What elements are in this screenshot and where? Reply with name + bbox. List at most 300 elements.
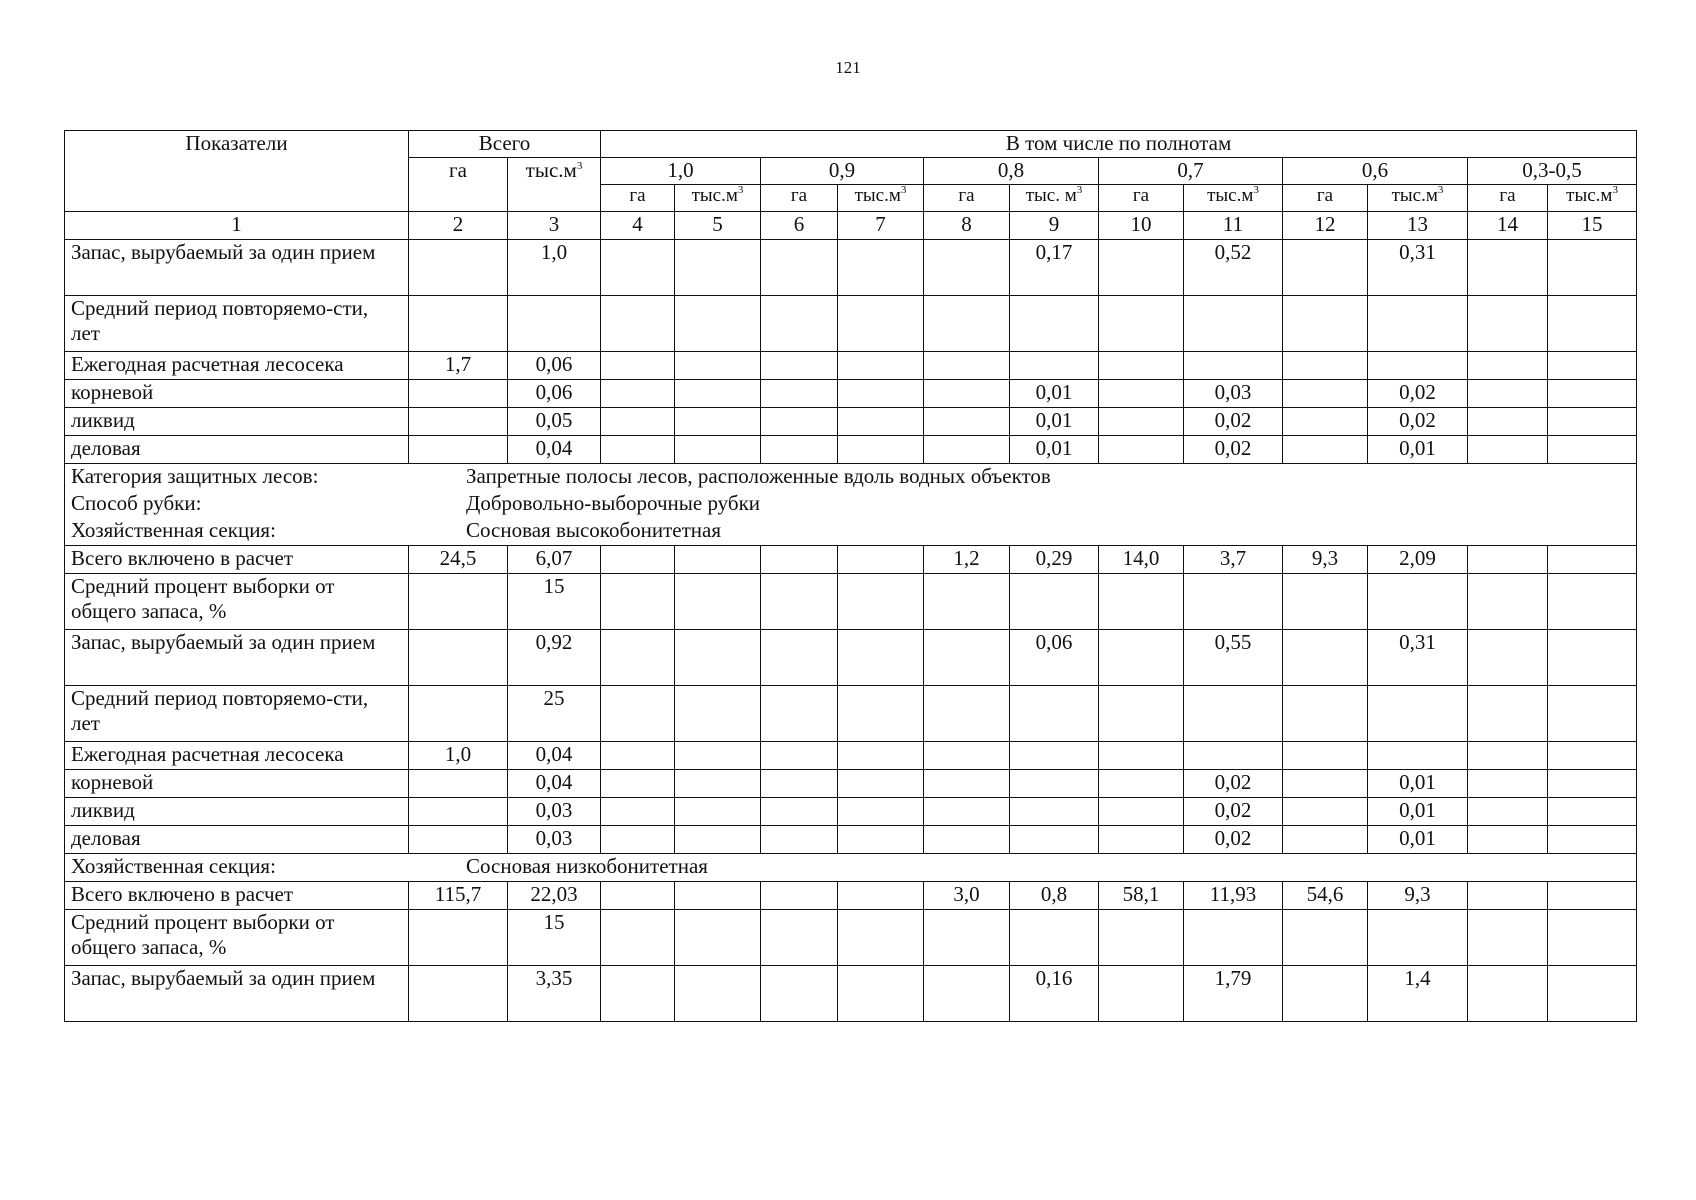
table-cell xyxy=(1099,742,1184,770)
table-cell xyxy=(409,770,508,798)
table-row xyxy=(65,380,1637,408)
row-label: Запас, вырубаемый за один прием xyxy=(65,630,409,686)
table-cell: 0,02 xyxy=(1184,798,1283,826)
table-cell xyxy=(601,686,675,742)
column-number: 11 xyxy=(1184,212,1283,240)
table-cell xyxy=(601,574,675,630)
table-cell xyxy=(1548,296,1637,352)
table-row xyxy=(65,826,1637,854)
table-cell xyxy=(924,574,1010,630)
table-cell xyxy=(761,546,838,574)
table-cell xyxy=(1184,296,1283,352)
table-cell: 9,3 xyxy=(1283,546,1368,574)
table-cell xyxy=(1099,296,1184,352)
table-cell xyxy=(1548,686,1637,742)
table-cell xyxy=(924,826,1010,854)
column-number: 7 xyxy=(838,212,924,240)
table-cell xyxy=(409,408,508,436)
row-label: ликвид xyxy=(65,408,409,436)
table-cell xyxy=(1548,574,1637,630)
section-info-label: Хозяйственная секция: xyxy=(71,518,276,542)
table-cell xyxy=(1548,742,1637,770)
table-cell: 1,2 xyxy=(924,546,1010,574)
table-cell xyxy=(601,296,675,352)
table-cell: 0,06 xyxy=(508,380,601,408)
table-cell xyxy=(1468,408,1548,436)
table-cell xyxy=(761,770,838,798)
table-cell: 1,4 xyxy=(1368,966,1468,1022)
table-cell xyxy=(1010,770,1099,798)
table-cell xyxy=(838,546,924,574)
table-cell xyxy=(601,770,675,798)
table-cell: 0,02 xyxy=(1184,436,1283,464)
table-cell xyxy=(1368,352,1468,380)
table-cell xyxy=(1283,408,1368,436)
column-numbers-row xyxy=(65,212,1637,240)
section-info-row xyxy=(65,491,1637,518)
table-cell xyxy=(1283,798,1368,826)
table-row xyxy=(65,966,1637,1022)
table-row xyxy=(65,352,1637,380)
table-cell: 0,01 xyxy=(1010,436,1099,464)
header-total-ha: га xyxy=(409,158,508,212)
table-cell xyxy=(601,966,675,1022)
row-label: Запас, вырубаемый за один прием xyxy=(65,240,409,296)
table-cell xyxy=(1099,910,1184,966)
table-cell xyxy=(1548,826,1637,854)
table-cell xyxy=(601,826,675,854)
table-cell xyxy=(1010,574,1099,630)
table-cell xyxy=(1468,240,1548,296)
table-cell xyxy=(838,826,924,854)
table-cell xyxy=(924,770,1010,798)
table-cell: 54,6 xyxy=(1283,882,1368,910)
table-cell xyxy=(1010,296,1099,352)
table-cell xyxy=(601,408,675,436)
header-unit-thous: $тыс.м^3$ xyxy=(838,185,924,212)
table-cell xyxy=(838,966,924,1022)
table-cell xyxy=(1099,380,1184,408)
section-info-cell xyxy=(65,464,1637,492)
table-cell: 0,02 xyxy=(1368,408,1468,436)
table-cell: 0,01 xyxy=(1368,826,1468,854)
table-cell: 3,7 xyxy=(1184,546,1283,574)
table-row xyxy=(65,910,1637,966)
column-number: 5 xyxy=(675,212,761,240)
header-density: 1,0 xyxy=(601,158,761,185)
table-cell: 0,04 xyxy=(508,436,601,464)
table-cell xyxy=(1548,798,1637,826)
table-cell xyxy=(1468,882,1548,910)
table-row xyxy=(65,742,1637,770)
table-cell xyxy=(1368,742,1468,770)
column-number: 3 xyxy=(508,212,601,240)
table-cell: 9,3 xyxy=(1368,882,1468,910)
table-cell xyxy=(1283,574,1368,630)
header-total-thous: $тыс.м^3$ xyxy=(508,158,601,212)
table-cell xyxy=(1548,770,1637,798)
header-density: 0,6 xyxy=(1283,158,1468,185)
table-cell xyxy=(761,408,838,436)
table-cell xyxy=(601,798,675,826)
table-row xyxy=(65,408,1637,436)
table-cell: 0,01 xyxy=(1368,770,1468,798)
section-info-label: Категория защитных лесов: xyxy=(71,464,319,488)
table-cell xyxy=(838,240,924,296)
column-number: 4 xyxy=(601,212,675,240)
table-cell xyxy=(1010,686,1099,742)
table-cell xyxy=(1099,436,1184,464)
header-indicators: Показатели xyxy=(65,131,409,212)
table-cell xyxy=(838,742,924,770)
table-cell xyxy=(761,686,838,742)
table-cell xyxy=(761,296,838,352)
table-cell xyxy=(409,686,508,742)
table-cell xyxy=(1468,686,1548,742)
table-cell xyxy=(1468,742,1548,770)
table-cell xyxy=(838,630,924,686)
table-cell xyxy=(1099,770,1184,798)
table-cell xyxy=(1010,910,1099,966)
table-cell xyxy=(1099,826,1184,854)
table-cell xyxy=(924,380,1010,408)
table-cell xyxy=(1283,910,1368,966)
table-cell: 2,09 xyxy=(1368,546,1468,574)
table-cell xyxy=(1468,798,1548,826)
table-cell xyxy=(924,240,1010,296)
table-cell xyxy=(1468,574,1548,630)
header-density: 0,3-0,5 xyxy=(1468,158,1637,185)
table-cell xyxy=(601,436,675,464)
table-cell xyxy=(761,574,838,630)
table-cell xyxy=(761,742,838,770)
table-cell xyxy=(1099,798,1184,826)
table-row xyxy=(65,296,1637,352)
table-cell xyxy=(924,742,1010,770)
table-cell xyxy=(675,436,761,464)
table-cell xyxy=(1548,380,1637,408)
table-cell xyxy=(1283,630,1368,686)
table-cell xyxy=(838,380,924,408)
table-cell xyxy=(1283,966,1368,1022)
table-cell: 3,0 xyxy=(924,882,1010,910)
table-cell xyxy=(1468,380,1548,408)
table-cell xyxy=(409,826,508,854)
column-number: 9 xyxy=(1010,212,1099,240)
section-info-row xyxy=(65,854,1637,882)
table-cell xyxy=(761,826,838,854)
header-unit-thous: $тыс.м^3$ xyxy=(1548,185,1637,212)
table-cell xyxy=(1283,686,1368,742)
table-cell xyxy=(1548,240,1637,296)
table-cell xyxy=(1099,408,1184,436)
table-cell xyxy=(601,882,675,910)
table-cell: 0,02 xyxy=(1184,826,1283,854)
table-cell: 0,05 xyxy=(508,408,601,436)
table-cell: 0,02 xyxy=(1184,770,1283,798)
table-cell xyxy=(924,798,1010,826)
table-cell xyxy=(1468,826,1548,854)
table-cell xyxy=(1548,882,1637,910)
header-density: 0,9 xyxy=(761,158,924,185)
header-unit-thous: $тыс.м^3$ xyxy=(1368,185,1468,212)
table-cell: 0,31 xyxy=(1368,630,1468,686)
table-cell xyxy=(761,436,838,464)
row-label: Средний процент выборки от общего запаса, % xyxy=(65,910,409,966)
table-cell xyxy=(838,770,924,798)
table-cell xyxy=(761,882,838,910)
table-cell xyxy=(1010,798,1099,826)
table-cell: 1,0 xyxy=(508,240,601,296)
table-row xyxy=(65,630,1637,686)
table-row xyxy=(65,770,1637,798)
table-cell xyxy=(761,352,838,380)
table-cell xyxy=(1010,826,1099,854)
table-cell xyxy=(924,630,1010,686)
table-cell: 58,1 xyxy=(1099,882,1184,910)
table-cell xyxy=(838,408,924,436)
table-cell: 0,03 xyxy=(508,798,601,826)
table-cell xyxy=(409,436,508,464)
table-cell: 0,52 xyxy=(1184,240,1283,296)
section-info-value: Добровольно-выборочные рубки xyxy=(466,491,761,515)
table-cell xyxy=(924,686,1010,742)
table-cell xyxy=(675,380,761,408)
section-info-cell xyxy=(65,854,1637,882)
page-number: 121 xyxy=(835,58,861,77)
table-cell xyxy=(1368,296,1468,352)
table-cell xyxy=(1283,352,1368,380)
row-label: корневой xyxy=(65,770,409,798)
table-cell xyxy=(1548,910,1637,966)
table-row xyxy=(65,882,1637,910)
table-row xyxy=(65,686,1637,742)
table-cell xyxy=(409,910,508,966)
table-cell: 0,92 xyxy=(508,630,601,686)
header-unit-thous: $тыс.м^3$ xyxy=(1184,185,1283,212)
table-cell xyxy=(1283,770,1368,798)
column-number: 6 xyxy=(761,212,838,240)
table-cell: 0,16 xyxy=(1010,966,1099,1022)
table-cell xyxy=(1468,296,1548,352)
table-cell xyxy=(601,742,675,770)
table-cell xyxy=(601,546,675,574)
table-cell xyxy=(1283,380,1368,408)
table-cell xyxy=(601,630,675,686)
table-cell: 1,7 xyxy=(409,352,508,380)
table-cell: 0,01 xyxy=(1010,408,1099,436)
table-cell xyxy=(761,966,838,1022)
table-cell xyxy=(838,910,924,966)
table-cell xyxy=(675,826,761,854)
table-cell xyxy=(1184,910,1283,966)
table-cell xyxy=(1184,686,1283,742)
table-cell xyxy=(761,240,838,296)
header-density: 0,7 xyxy=(1099,158,1283,185)
table-cell xyxy=(675,770,761,798)
row-label: Всего включено в расчет xyxy=(65,882,409,910)
section-info-label: Способ рубки: xyxy=(71,491,202,515)
table-cell xyxy=(1468,546,1548,574)
table-cell xyxy=(1184,742,1283,770)
table-cell: 0,02 xyxy=(1368,380,1468,408)
table-cell: 0,03 xyxy=(1184,380,1283,408)
table-cell xyxy=(601,240,675,296)
table-cell xyxy=(1184,574,1283,630)
table-cell: 0,06 xyxy=(1010,630,1099,686)
table-cell xyxy=(924,352,1010,380)
row-label: Средний период повторяемо-сти, лет xyxy=(65,296,409,352)
table-row xyxy=(65,574,1637,630)
table-cell: 15 xyxy=(508,574,601,630)
table-cell xyxy=(838,882,924,910)
table-row xyxy=(65,798,1637,826)
table-cell: 0,04 xyxy=(508,742,601,770)
table-cell xyxy=(675,574,761,630)
section-info-value: Сосновая низкобонитетная xyxy=(466,854,708,878)
table-cell xyxy=(675,742,761,770)
table-cell xyxy=(409,574,508,630)
table-cell xyxy=(838,686,924,742)
row-label: Средний период повторяемо-сти, лет xyxy=(65,686,409,742)
table-cell xyxy=(924,966,1010,1022)
table-cell xyxy=(409,296,508,352)
table-cell xyxy=(1548,966,1637,1022)
section-info-row xyxy=(65,464,1637,492)
table-cell xyxy=(409,240,508,296)
header-unit-ha: га xyxy=(1099,185,1184,212)
table-cell xyxy=(1548,352,1637,380)
section-info-value: Сосновая высокобонитетная xyxy=(466,518,721,542)
table-cell xyxy=(1099,352,1184,380)
table-cell xyxy=(1283,826,1368,854)
table-cell: 0,03 xyxy=(508,826,601,854)
table-body xyxy=(65,240,1637,1022)
table-cell: 0,8 xyxy=(1010,882,1099,910)
table-cell: 0,55 xyxy=(1184,630,1283,686)
column-number: 13 xyxy=(1368,212,1468,240)
column-number: 15 xyxy=(1548,212,1637,240)
table-cell xyxy=(675,686,761,742)
row-label: Средний процент выборки от общего запаса, % xyxy=(65,574,409,630)
table-cell xyxy=(508,296,601,352)
table-cell xyxy=(838,296,924,352)
table-cell xyxy=(675,966,761,1022)
row-label: Запас, вырубаемый за один прием xyxy=(65,966,409,1022)
table-cell xyxy=(1368,574,1468,630)
forest-calculation-table xyxy=(64,130,1637,1022)
table-cell xyxy=(1468,966,1548,1022)
table-cell: 11,93 xyxy=(1184,882,1283,910)
table-cell: 0,04 xyxy=(508,770,601,798)
table-cell xyxy=(1468,352,1548,380)
table-cell xyxy=(1468,910,1548,966)
table-cell xyxy=(1099,686,1184,742)
table-cell xyxy=(1368,910,1468,966)
table-cell: 6,07 xyxy=(508,546,601,574)
column-number: 8 xyxy=(924,212,1010,240)
table-cell xyxy=(838,798,924,826)
table-cell: 3,35 xyxy=(508,966,601,1022)
table-cell xyxy=(675,882,761,910)
table-cell: 0,17 xyxy=(1010,240,1099,296)
table-cell xyxy=(1099,240,1184,296)
table-cell xyxy=(761,380,838,408)
table-cell xyxy=(1099,966,1184,1022)
table-cell: 115,7 xyxy=(409,882,508,910)
table-cell xyxy=(1283,240,1368,296)
table-cell: 0,06 xyxy=(508,352,601,380)
row-label: деловая xyxy=(65,826,409,854)
table-cell xyxy=(761,630,838,686)
row-label: Ежегодная расчетная лесосека xyxy=(65,742,409,770)
table-cell xyxy=(1548,630,1637,686)
table-cell xyxy=(675,630,761,686)
table-cell xyxy=(1468,436,1548,464)
table-cell xyxy=(675,798,761,826)
table-cell: 1,79 xyxy=(1184,966,1283,1022)
table-cell xyxy=(409,798,508,826)
header-unit-ha: га xyxy=(1283,185,1368,212)
table-cell xyxy=(924,408,1010,436)
table-cell xyxy=(1283,436,1368,464)
table-cell xyxy=(675,546,761,574)
table-cell xyxy=(675,910,761,966)
table-cell xyxy=(409,966,508,1022)
row-label: деловая xyxy=(65,436,409,464)
table-cell xyxy=(1283,296,1368,352)
column-number: 1 xyxy=(65,212,409,240)
table-cell: 22,03 xyxy=(508,882,601,910)
table-cell xyxy=(1099,630,1184,686)
table-cell xyxy=(1548,436,1637,464)
table-cell: 0,29 xyxy=(1010,546,1099,574)
table-cell: 24,5 xyxy=(409,546,508,574)
header-total: Всего xyxy=(409,131,601,158)
row-label: корневой xyxy=(65,380,409,408)
table-cell xyxy=(924,910,1010,966)
table-row xyxy=(65,546,1637,574)
table-cell xyxy=(838,574,924,630)
table-cell: 0,31 xyxy=(1368,240,1468,296)
table-cell xyxy=(1548,408,1637,436)
table-cell: 15 xyxy=(508,910,601,966)
header-unit-thous: $тыс.м^3$ xyxy=(675,185,761,212)
row-label: ликвид xyxy=(65,798,409,826)
table-cell: 14,0 xyxy=(1099,546,1184,574)
table-cell xyxy=(601,380,675,408)
table-cell: 0,01 xyxy=(1368,798,1468,826)
table-cell: 1,0 xyxy=(409,742,508,770)
column-number: 10 xyxy=(1099,212,1184,240)
table-cell xyxy=(1468,770,1548,798)
table-cell xyxy=(838,352,924,380)
table-cell xyxy=(761,910,838,966)
header-by-density: В том числе по полнотам xyxy=(601,131,1637,158)
table-cell xyxy=(1010,352,1099,380)
table-cell xyxy=(601,910,675,966)
header-unit-thous: тыс. $м^3$ xyxy=(1010,185,1099,212)
table-cell xyxy=(409,630,508,686)
table-cell: 0,02 xyxy=(1184,408,1283,436)
section-info-value: Запретные полосы лесов, расположенные вдоль водных объектов xyxy=(466,464,1051,488)
section-info-cell xyxy=(65,491,1637,518)
table-cell xyxy=(924,436,1010,464)
table-cell xyxy=(409,380,508,408)
header-unit-ha: га xyxy=(761,185,838,212)
header-unit-ha: га xyxy=(601,185,675,212)
column-number: 12 xyxy=(1283,212,1368,240)
